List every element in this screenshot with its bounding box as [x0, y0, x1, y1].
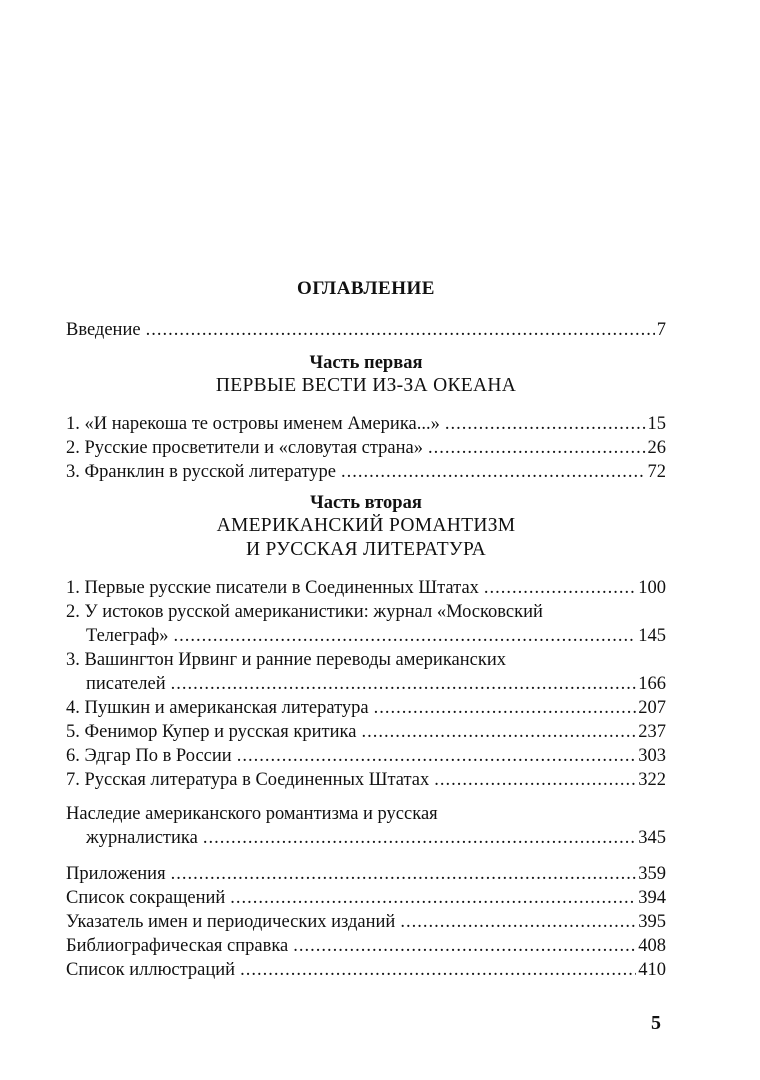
toc-entry-label: Список иллюстраций	[66, 960, 236, 980]
toc-entry-label-line2: Телеграф»	[86, 626, 169, 646]
toc-entry[interactable]	[66, 720, 666, 744]
dot-leader	[171, 862, 637, 886]
toc-entry-page: 395	[638, 912, 666, 932]
toc-entry[interactable]	[66, 696, 666, 720]
part-two-header	[66, 492, 666, 562]
toc-entry-page: 237	[638, 722, 666, 742]
dot-leader	[146, 318, 655, 342]
toc-entry-label-line1: 3. Вашингтон Ирвинг и ранние переводы американских	[66, 650, 506, 670]
toc-entry-label: 7. Русская литература в Соединенных Штатах	[66, 770, 430, 790]
toc-entry-label: Введение	[66, 320, 141, 340]
toc-entry-abbreviations[interactable]	[66, 886, 666, 910]
part-one-header	[66, 352, 666, 398]
toc-entry-label: 4. Пушкин и американская литература	[66, 698, 369, 718]
spacer	[66, 792, 666, 802]
toc-entry-page: 303	[638, 746, 666, 766]
toc-entry-label: 6. Эдгар По в России	[66, 746, 232, 766]
dot-leader	[240, 958, 636, 982]
toc-entry-label-line1: Наследие американского романтизма и русская	[66, 804, 438, 824]
toc-entry[interactable]	[66, 436, 666, 460]
toc-entry-legacy[interactable]	[66, 802, 666, 850]
toc-entry-page: 100	[638, 578, 666, 598]
toc-entry-label: 1. Первые русские писатели в Соединенных Штатах	[66, 578, 479, 598]
toc-entry-label: 3. Франклин в русской литературе	[66, 462, 336, 482]
toc-entry[interactable]	[66, 768, 666, 792]
dot-leader	[230, 886, 636, 910]
spacer	[66, 850, 666, 862]
toc-entry-page: 26	[647, 438, 666, 458]
table-of-contents	[66, 278, 666, 982]
dot-leader	[174, 624, 637, 648]
toc-entry[interactable]	[66, 576, 666, 600]
dot-leader	[341, 460, 646, 484]
dot-leader	[237, 744, 637, 768]
toc-entry[interactable]	[66, 744, 666, 768]
toc-entry-page: 322	[638, 770, 666, 790]
toc-entry-multiline[interactable]	[66, 648, 666, 696]
toc-heading: ОГЛАВЛЕНИЕ	[297, 278, 435, 299]
toc-entry-page: 7	[656, 320, 666, 340]
toc-entry-page: 207	[638, 698, 666, 718]
dot-leader	[171, 672, 637, 696]
toc-entry-index[interactable]	[66, 910, 666, 934]
toc-entry[interactable]	[66, 460, 666, 484]
part-one-label: Часть первая	[309, 353, 423, 373]
toc-entry-page: 394	[638, 888, 666, 908]
toc-entry-label: 1. «И нарекоша те островы именем Америка...»	[66, 414, 440, 434]
dot-leader	[428, 436, 646, 460]
dot-leader	[361, 720, 636, 744]
toc-entry-page: 15	[647, 414, 666, 434]
toc-entry-page: 345	[638, 828, 666, 848]
toc-entry-label: Список сокращений	[66, 888, 226, 908]
page-number: 5	[651, 1012, 661, 1034]
toc-entry-appendix[interactable]	[66, 862, 666, 886]
toc-entry-label: Приложения	[66, 864, 166, 884]
toc-entry-page: 408	[638, 936, 666, 956]
toc-entry-label-line1: 2. У истоков русской американистики: журнал «Московский	[66, 602, 543, 622]
dot-leader	[484, 576, 636, 600]
dot-leader	[293, 934, 636, 958]
dot-leader	[203, 826, 636, 850]
toc-entry-label: 2. Русские просветители и «словутая страна»	[66, 438, 423, 458]
toc-entry-illustrations[interactable]	[66, 958, 666, 982]
toc-entry-page: 145	[638, 626, 666, 646]
dot-leader	[400, 910, 636, 934]
part-two-title-line1: АМЕРИКАНСКИЙ РОМАНТИЗМ	[216, 515, 516, 536]
toc-entry-intro[interactable]	[66, 318, 666, 342]
toc-entry-label: 5. Фенимор Купер и русская критика	[66, 722, 357, 742]
toc-entry-label: Библиографическая справка	[66, 936, 289, 956]
toc-entry-multiline[interactable]	[66, 600, 666, 648]
part-two-label: Часть вторая	[310, 493, 422, 513]
part-two-title-line2: И РУССКАЯ ЛИТЕРАТУРА	[245, 539, 487, 560]
toc-entry-page: 72	[647, 462, 666, 482]
toc-entry-label: Указатель имен и периодических изданий	[66, 912, 396, 932]
dot-leader	[434, 768, 636, 792]
toc-entry-bibliography[interactable]	[66, 934, 666, 958]
toc-entry-page: 166	[638, 674, 666, 694]
dot-leader	[374, 696, 637, 720]
toc-entry-page: 410	[638, 960, 666, 980]
toc-entry-label-line2: писателей	[86, 674, 166, 694]
toc-entry[interactable]	[66, 412, 666, 436]
toc-entry-page: 359	[638, 864, 666, 884]
toc-entry-label-line2: журналистика	[86, 828, 198, 848]
part-one-title: ПЕРВЫЕ ВЕСТИ ИЗ-ЗА ОКЕАНА	[215, 375, 517, 396]
dot-leader	[445, 412, 646, 436]
